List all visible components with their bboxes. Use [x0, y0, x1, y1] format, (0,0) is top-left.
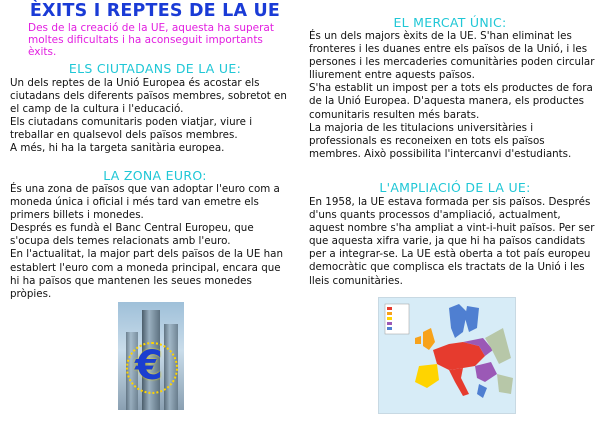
section-title-ciutadans: ELS CIUTADANS DE LA UE: — [68, 61, 242, 76]
intro-text: Des de la creació de la UE, aquesta ha superat moltes dificultats i ha aconseguit importants èxits. — [28, 22, 274, 58]
paragraph: Un dels reptes de la Unió Europea és acostar els ciutadans dels diferents països membres, sobretot en el camp de la cultura i l'educació. — [10, 77, 287, 116]
paragraph: Els ciutadans comunitaris poden viatjar, viure i treballar en qualsevol dels països membres. — [10, 116, 253, 142]
page-title: ÈXITS I REPTES DE LA UE — [29, 1, 281, 21]
section-body-ampliacio — [309, 196, 599, 288]
paragraph: En 1958, la UE estava formada per sis països. Després d'uns quants processos d'ampliació, actualment, aquest nombre s'ha ampliat a vint-i-huit països. Per ser que aquesta xifra varie, ja que hi ha països candidats per a integrar-se. La UE està oberta a tot país europeu democràtic que complisca els tractats de la Unió i les lleis comunitàries. — [309, 196, 595, 287]
paragraph: És una zona de països que van adoptar l'euro com a moneda única i oficial i més tard van emetre els primers billets i monedes. — [10, 183, 280, 222]
section-title-ampliacio: L'AMPLIACIÓ DE LA UE: — [379, 180, 531, 195]
paragraph: A més, hi ha la targeta sanitària europea. — [10, 142, 225, 155]
section-body-zona-euro — [10, 183, 290, 301]
central-bank-photo — [118, 302, 184, 410]
paragraph: Després es fundà el Banc Central Europeu, que s'ocupa dels temes relacionats amb l'euro. — [10, 222, 254, 248]
section-body-mercat — [309, 30, 599, 161]
euro-sign-icon: € — [135, 343, 163, 389]
section-title-mercat: EL MERCAT ÚNIC: — [393, 15, 507, 30]
europe-map-icon — [379, 298, 515, 413]
eu-map-image — [378, 297, 516, 414]
paragraph: La majoria de les titulacions universitàries i professionals es reconeixen en tots els països membres. Això possibilita l'intercanvi d'estudiants. — [309, 121, 572, 160]
paragraph: És un dels majors èxits de la UE. S'han eliminat les fronteres i les duanes entre els països de la Unió, i les persones i les mercaderies comunitàries poden circular lliurement entre aquests països. — [309, 30, 595, 82]
paragraph: En l'actualitat, la major part dels països de la UE han establert l'euro com a moneda principal, encara que hi ha països que mantenen les seues monedes pròpies. — [10, 248, 283, 300]
paragraph: S'ha establit un impost per a tots els productes de fora de la Unió Europea. D'aquesta manera, els productes comunitaris resulten més barats. — [309, 82, 593, 121]
section-title-zona-euro: LA ZONA EURO: — [103, 168, 207, 183]
section-body-ciutadans — [10, 77, 290, 156]
